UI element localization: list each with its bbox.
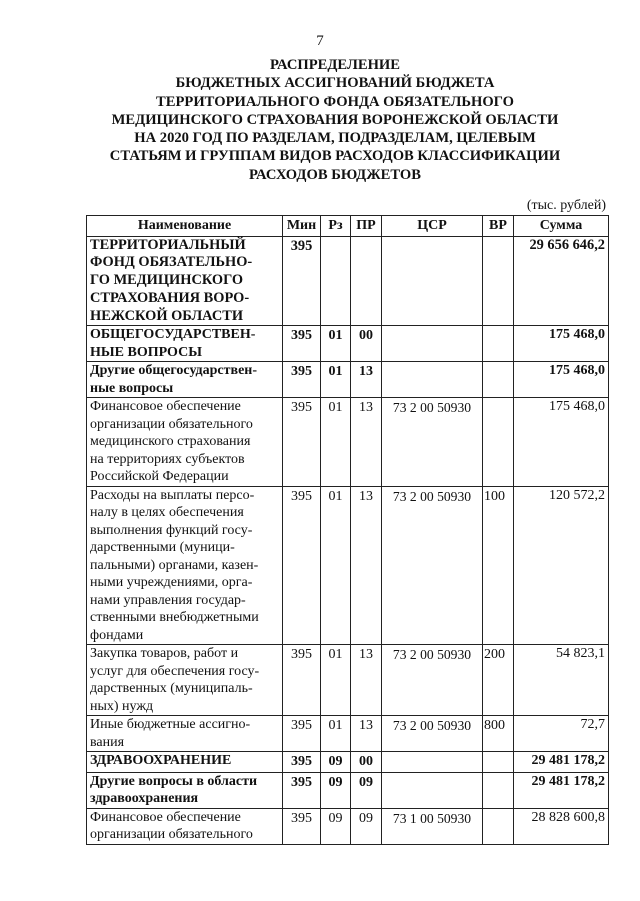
- cell-name-line: Финансовое обеспечение: [90, 809, 241, 825]
- cell-name: [87, 645, 283, 716]
- cell-name: [87, 752, 283, 773]
- cell-min: 395: [283, 772, 321, 808]
- cell-name: [87, 716, 283, 752]
- cell-name: [87, 486, 283, 645]
- cell-min: 395: [283, 236, 321, 326]
- table-row: [87, 486, 609, 645]
- cell-min: 395: [283, 645, 321, 716]
- header-vr: ВР: [483, 216, 514, 237]
- cell-min: 395: [283, 808, 321, 844]
- cell-sum: 29 481 178,2: [514, 772, 609, 808]
- cell-sum: 29 656 646,2: [514, 236, 609, 326]
- page-number: 7: [316, 33, 324, 49]
- cell-name-line: нами управления государ-: [90, 592, 246, 608]
- cell-csr: 73 2 00 50930: [382, 645, 483, 716]
- cell-csr: [382, 236, 483, 326]
- cell-pr: 13: [351, 716, 382, 752]
- cell-name-line: ЗДРАВООХРАНЕНИЕ: [90, 753, 232, 769]
- cell-pr: 13: [351, 398, 382, 487]
- cell-name-line: ными учреждениями, орга-: [90, 575, 253, 591]
- title-line: РАСХОДОВ БЮДЖЕТОВ: [248, 166, 422, 183]
- cell-pr: [351, 236, 382, 326]
- cell-name-line: налу в целях обеспечения: [90, 505, 244, 521]
- cell-vr: [483, 326, 514, 362]
- cell-vr: [483, 808, 514, 844]
- table-header-row: [87, 216, 609, 237]
- cell-pr: 09: [351, 772, 382, 808]
- cell-vr: 800: [483, 716, 514, 752]
- cell-csr: 73 2 00 50930: [382, 716, 483, 752]
- cell-name-line: Расходы на выплаты персо-: [90, 487, 255, 503]
- cell-name-line: Российской Федерации: [90, 469, 229, 485]
- cell-csr: 73 2 00 50930: [382, 486, 483, 645]
- cell-name-line: здравоохранения: [90, 791, 199, 807]
- cell-name-line: медицинского страхования: [90, 434, 251, 450]
- cell-pr: 13: [351, 645, 382, 716]
- cell-name-line: ТЕРРИТОРИАЛЬНЫЙ: [90, 236, 246, 253]
- cell-pr: 13: [351, 486, 382, 645]
- table-row: [87, 772, 609, 808]
- cell-rz: 01: [321, 486, 351, 645]
- cell-sum: 72,7: [514, 716, 609, 752]
- cell-sum: 175 468,0: [514, 398, 609, 487]
- title-line: БЮДЖЕТНЫХ АССИГНОВАНИЙ БЮДЖЕТА: [175, 75, 495, 92]
- cell-name-line: фондами: [90, 627, 144, 643]
- cell-name-line: Иные бюджетные ассигно-: [90, 717, 251, 733]
- cell-csr: [382, 362, 483, 398]
- cell-csr: [382, 772, 483, 808]
- cell-name-line: ных) нужд: [90, 698, 154, 714]
- title-line: МЕДИЦИНСКОГО СТРАХОВАНИЯ ВОРОНЕЖСКОЙ ОБЛАСТИ: [111, 111, 559, 128]
- table-row: [87, 236, 609, 326]
- cell-name-line: дарственными (муници-: [90, 540, 235, 556]
- cell-name-line: Финансовое обеспечение: [90, 399, 241, 415]
- cell-name-line: на территориях субъектов: [90, 451, 245, 467]
- cell-rz: 01: [321, 398, 351, 487]
- cell-name-line: НЕЖСКОЙ ОБЛАСТИ: [90, 307, 244, 324]
- budget-table: [86, 215, 609, 845]
- table-row: [87, 645, 609, 716]
- cell-name: [87, 236, 283, 326]
- cell-csr: 73 2 00 50930: [382, 398, 483, 487]
- cell-name-line: дарственных (муниципаль-: [90, 681, 253, 697]
- cell-sum: 175 468,0: [514, 362, 609, 398]
- cell-name-line: ственными внебюджетными: [90, 610, 259, 626]
- cell-vr: 100: [483, 486, 514, 645]
- cell-min: 395: [283, 486, 321, 645]
- table-row: [87, 362, 609, 398]
- cell-vr: [483, 752, 514, 773]
- cell-rz: 01: [321, 645, 351, 716]
- cell-name: [87, 362, 283, 398]
- cell-csr: 73 1 00 50930: [382, 808, 483, 844]
- table-row: [87, 716, 609, 752]
- cell-min: 395: [283, 362, 321, 398]
- cell-min: 395: [283, 326, 321, 362]
- title-line: СТАТЬЯМ И ГРУППАМ ВИДОВ РАСХОДОВ КЛАССИФИКАЦИИ: [109, 148, 561, 165]
- cell-name-line: вания: [90, 734, 125, 750]
- cell-name-line: Другие вопросы в области: [90, 773, 258, 789]
- cell-sum: 29 481 178,2: [514, 752, 609, 773]
- cell-name-line: выполнения функций госу-: [90, 522, 253, 538]
- header-name: Наименование: [87, 216, 283, 237]
- table-row: [87, 326, 609, 362]
- header-csr: ЦСР: [382, 216, 483, 237]
- cell-name-line: НЫЕ ВОПРОСЫ: [90, 344, 202, 360]
- cell-sum: 120 572,2: [514, 486, 609, 645]
- cell-name-line: Закупка товаров, работ и: [90, 646, 239, 662]
- title-line: НА 2020 ГОД ПО РАЗДЕЛАМ, ПОДРАЗДЕЛАМ, ЦЕЛЕВЫМ: [134, 130, 536, 147]
- cell-pr: 00: [351, 326, 382, 362]
- table-row: [87, 808, 609, 844]
- cell-min: 395: [283, 752, 321, 773]
- cell-pr: 00: [351, 752, 382, 773]
- cell-name-line: пальными) органами, казен-: [90, 557, 259, 573]
- cell-pr: 09: [351, 808, 382, 844]
- header-pr: ПР: [351, 216, 382, 237]
- table-row: [87, 752, 609, 773]
- cell-rz: 09: [321, 752, 351, 773]
- cell-name-line: ГО МЕДИЦИНСКОГО: [90, 272, 244, 289]
- cell-vr: [483, 362, 514, 398]
- cell-name-line: организации обязательного: [90, 416, 253, 432]
- cell-name-line: ОБЩЕГОСУДАРСТВЕН-: [90, 327, 256, 343]
- cell-vr: 200: [483, 645, 514, 716]
- cell-name-line: Другие общегосударствен-: [90, 363, 258, 379]
- header-min: Мин: [283, 216, 321, 237]
- cell-vr: [483, 772, 514, 808]
- cell-name-line: ные вопросы: [90, 380, 174, 396]
- cell-name: [87, 398, 283, 487]
- header-rz: Рз: [321, 216, 351, 237]
- cell-sum: 54 823,1: [514, 645, 609, 716]
- units-label: (тыс. рублей): [526, 198, 606, 213]
- cell-name-line: ФОНД ОБЯЗАТЕЛЬНО-: [90, 254, 253, 271]
- cell-vr: [483, 398, 514, 487]
- cell-name: [87, 808, 283, 844]
- cell-vr: [483, 236, 514, 326]
- table-row: [87, 398, 609, 487]
- header-sum: Сумма: [514, 216, 609, 237]
- cell-rz: [321, 236, 351, 326]
- title-line: РАСПРЕДЕЛЕНИЕ: [269, 57, 401, 73]
- cell-rz: 09: [321, 808, 351, 844]
- cell-name-line: организации обязательного: [90, 827, 253, 843]
- cell-pr: 13: [351, 362, 382, 398]
- cell-min: 395: [283, 398, 321, 487]
- document-title: [90, 56, 580, 184]
- cell-rz: 01: [321, 716, 351, 752]
- cell-name: [87, 326, 283, 362]
- cell-name: [87, 772, 283, 808]
- cell-csr: [382, 752, 483, 773]
- cell-sum: 28 828 600,8: [514, 808, 609, 844]
- cell-csr: [382, 326, 483, 362]
- cell-min: 395: [283, 716, 321, 752]
- cell-rz: 01: [321, 362, 351, 398]
- cell-rz: 09: [321, 772, 351, 808]
- title-line: ТЕРРИТОРИАЛЬНОГО ФОНДА ОБЯЗАТЕЛЬНОГО: [156, 93, 514, 110]
- cell-rz: 01: [321, 326, 351, 362]
- cell-sum: 175 468,0: [514, 326, 609, 362]
- cell-name-line: услуг для обеспечения госу-: [90, 663, 260, 679]
- cell-name-line: СТРАХОВАНИЯ ВОРО-: [90, 289, 250, 306]
